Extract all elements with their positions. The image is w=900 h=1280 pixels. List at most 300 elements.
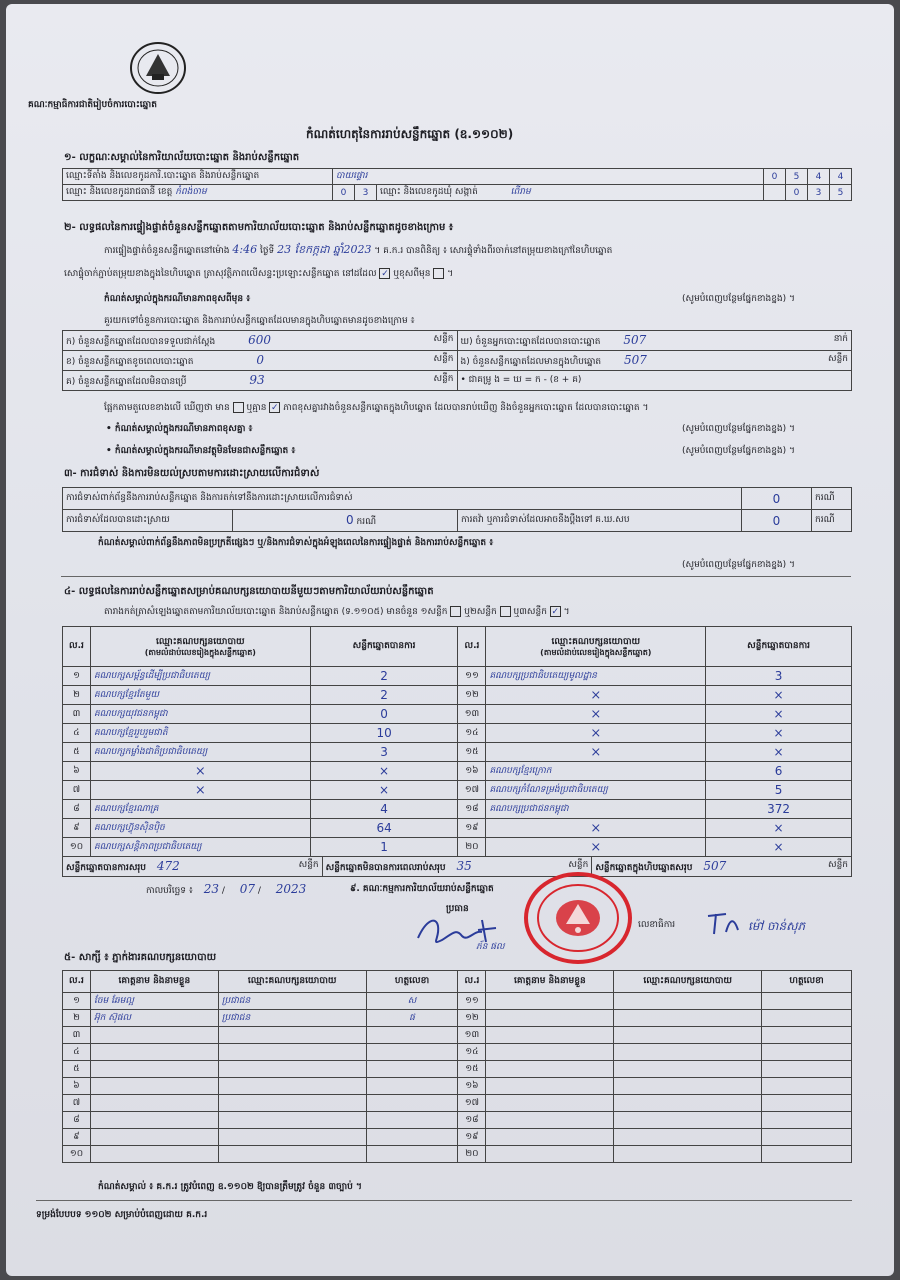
- row-no: ១០: [63, 1146, 91, 1163]
- vote-count: 0: [310, 705, 458, 724]
- formula-cell: [457, 371, 851, 391]
- counts-intro: គួរយកទៅចំនួនការបោះឆ្នោត និងការរាប់សន្លឹកឆ្នោតដែលមានក្នុងហិបឆ្នោតមានដូចខាងក្រោម ៖: [104, 316, 415, 326]
- count-label: ឃ) ចំនួនអ្នកបោះឆ្នោតដែលបានបោះឆ្នោត: [460, 336, 601, 347]
- witness-row: [63, 1095, 852, 1112]
- col-party-sub: (តាមលំដាប់លេខរៀងក្នុងសន្លឹកឆ្នោត): [540, 647, 652, 657]
- count-value: 507: [623, 332, 647, 347]
- witness-signature: [366, 1129, 458, 1146]
- vote-count: 10: [310, 724, 458, 743]
- witness-name: [486, 1112, 614, 1129]
- count-value: 507: [624, 352, 647, 367]
- section3-note: កំណត់សម្គាល់ពាក់ព័ន្ធនឹងភាពមិនប្រក្រតីផ្សេងៗ ឬ/និងការជំទាស់ក្នុងអំឡុងពេលនៃការផ្ទៀងផ្ទាត់ និងការរាប់សន្លឹកឆ្នោត ៖: [98, 538, 494, 548]
- code-digit: 4: [830, 169, 852, 185]
- witness-name: [90, 1129, 218, 1146]
- province-value: កំពង់ចាម: [175, 187, 207, 197]
- witness-party: [614, 1010, 762, 1027]
- vote-count: 6: [706, 762, 852, 781]
- col-no: ល.រ: [63, 627, 91, 667]
- witness-party: [218, 1027, 366, 1044]
- diff-desc: ភាពខុសគ្នារវាងចំនួនសន្លឹកឆ្នោតក្នុងហិបឆ្នោត ដែលបានរាប់ឃើញ និងចំនួនអ្នកបោះឆ្នោត ដែលបានបោះឆ្នោត ។: [283, 403, 649, 413]
- witness-name: [90, 1044, 218, 1061]
- row-no: ៦: [63, 1078, 91, 1095]
- witness-name: [486, 1095, 614, 1112]
- note-hint: (សូមបំពេញបន្ថែមផ្នែកខាងខ្នង) ។: [682, 560, 795, 570]
- row-no: ១៦: [458, 1078, 486, 1095]
- col-party: [90, 627, 310, 667]
- row-no: ១៨: [458, 1112, 486, 1129]
- section4-title: ៤- លទ្ធផលនៃការរាប់សន្លឹកឆ្នោតសម្រាប់គណបក្សនយោបាយនីមួយៗតាមការិយាល័យរាប់សន្លឹកឆ្នោត: [64, 586, 434, 597]
- official-seal: [522, 870, 634, 966]
- count-unit: សន្លឹក: [828, 353, 848, 364]
- section5-title: ៥- សាក្សី ៖ ភ្នាក់ងារគណបក្សនយោបាយ: [64, 952, 217, 963]
- witness-signature: [366, 1044, 458, 1061]
- row-no: ១១: [458, 993, 486, 1010]
- form-footer: ទម្រង់បែបបទ ១១០២ សម្រាប់បំពេញដោយ គ.ក.រ: [36, 1210, 208, 1220]
- totals-table: [62, 856, 852, 877]
- section1-title: ១- លក្ខណៈសម្គាល់នៃការិយាល័យបោះឆ្នោត និងរាប់សន្លឹកឆ្នោត: [64, 152, 300, 163]
- seal-diff-checkbox[interactable]: [433, 268, 444, 279]
- witness-party: [614, 1095, 762, 1112]
- row-no: ៣: [63, 705, 91, 724]
- committee-name: គណៈកម្មាធិការជាតិរៀបចំការបោះឆ្នោត: [28, 100, 157, 110]
- witness-party: [614, 1112, 762, 1129]
- note-hint: (សូមបំពេញបន្ថែមផ្នែកខាងខ្នង) ។: [682, 294, 795, 304]
- count-value: 93: [249, 372, 265, 387]
- witness-signature: ផ: [366, 1010, 458, 1027]
- row-no: ១: [63, 667, 91, 686]
- location-label: ឈ្មោះទីតាំង និងលេខកូដការិ.បោះឆ្នោត និងរាប់សន្លឹកឆ្នោត: [63, 169, 333, 185]
- commune-label: [377, 185, 764, 201]
- diff-yes-checkbox[interactable]: [233, 402, 244, 413]
- witness-party: [614, 1061, 762, 1078]
- col-sign: ហត្ថលេខា: [366, 971, 458, 993]
- objection-row: [63, 488, 742, 510]
- witness-party: [218, 1061, 366, 1078]
- count-row-e: [457, 351, 851, 371]
- row-no: ២០: [458, 1146, 486, 1163]
- witness-row: [63, 1112, 852, 1129]
- vote-count: ×: [706, 819, 852, 838]
- row-no: ១៤: [458, 724, 486, 743]
- witness-signature: [366, 1078, 458, 1095]
- result-row: [63, 819, 852, 838]
- diff-no-checkbox[interactable]: ✓: [271, 403, 279, 413]
- witness-party: [218, 1112, 366, 1129]
- result-row: [63, 724, 852, 743]
- diff-line: [104, 402, 648, 414]
- witness-party: [218, 1044, 366, 1061]
- row-no: ៩: [63, 1129, 91, 1146]
- vote-count: ×: [706, 743, 852, 762]
- row-no: ៣: [63, 1027, 91, 1044]
- row-no: ១៧: [458, 781, 486, 800]
- witness-row: [63, 1129, 852, 1146]
- result-row: [63, 686, 852, 705]
- total-valid-value: 472: [156, 858, 180, 873]
- sheet3-text: ឬ៣សន្លឹក: [513, 607, 547, 617]
- party-name: ×: [486, 838, 706, 857]
- result-row: [63, 705, 852, 724]
- witness-row: [63, 1027, 852, 1044]
- witness-signature: [762, 1044, 852, 1061]
- vote-count: 3: [706, 667, 852, 686]
- row-no: ១២: [458, 686, 486, 705]
- code-digit: 0: [764, 169, 786, 185]
- witness-name: [90, 1078, 218, 1095]
- form-title: កំណត់ហេតុនៃការរាប់សន្លឹកឆ្នោត (ឧ.១១០២): [306, 127, 514, 141]
- total-box-value: 507: [703, 858, 727, 873]
- count-unit: សន្លឹក: [433, 353, 454, 364]
- section1-table: [62, 168, 852, 201]
- blank-cell: [764, 185, 786, 201]
- commune-digit: 3: [808, 185, 830, 201]
- time-line: [104, 244, 612, 257]
- count-value: 600: [248, 332, 271, 347]
- unit: សន្លឹក: [828, 859, 848, 870]
- row-no: ១៥: [458, 1061, 486, 1078]
- vote-count: ×: [706, 724, 852, 743]
- vote-count: ×: [310, 781, 458, 800]
- note-change: កំណត់សម្គាល់ក្នុងករណីមានភាពខុសពីមុន ៖: [104, 294, 251, 304]
- witness-name: [486, 1010, 614, 1027]
- witness-name: [90, 1061, 218, 1078]
- witness-party: ប្រជាជន: [218, 1010, 366, 1027]
- col-name: គោត្តនាម និងនាមខ្លួន: [486, 971, 614, 993]
- party-name: គណបក្សកំណែទម្រង់ប្រជាធិបតេយ្យ: [486, 781, 706, 800]
- witness-signature: [762, 993, 852, 1010]
- row-no: ៨: [63, 800, 91, 819]
- witness-signature: [762, 1027, 852, 1044]
- party-name: ×: [486, 686, 706, 705]
- row-no: ៥: [63, 743, 91, 762]
- party-name: គណបក្សខ្មែរតែមួយ: [90, 686, 310, 705]
- resolved-label: ការជំទាស់ដែលបានដោះស្រាយ: [63, 510, 233, 532]
- party-name: គណបក្សហ៊្វុនស៊ិនប៉ិច: [90, 819, 310, 838]
- diff-no-text: ឬគ្មាន: [246, 403, 267, 413]
- resolved-cell: [233, 510, 458, 532]
- count-label: ង) ចំនួនសន្លឹកឆ្នោតដែលមានក្នុងហិបឆ្នោត: [460, 356, 602, 367]
- witness-party: [218, 1129, 366, 1146]
- count-unit: នាក់: [833, 333, 848, 344]
- witness-party: [218, 1078, 366, 1095]
- witness-name: [486, 1078, 614, 1095]
- row-no: ១១: [458, 667, 486, 686]
- witness-row: [63, 993, 852, 1010]
- appeal-value: 0: [742, 510, 812, 532]
- vote-count: 4: [310, 800, 458, 819]
- vote-count: 1: [310, 838, 458, 857]
- result-row: [63, 667, 852, 686]
- row-no: ៧: [63, 1095, 91, 1112]
- chair-label: ប្រធាន: [446, 904, 469, 914]
- results-header-row: [63, 627, 852, 667]
- result-row: [63, 838, 852, 857]
- row-no: ១២: [458, 1010, 486, 1027]
- witness-name: [90, 1027, 218, 1044]
- count-row-b: [63, 351, 458, 371]
- party-name: គណបក្សប្រជាធិបតេយ្យមូលដ្ឋាន: [486, 667, 706, 686]
- code-digit: 5: [786, 169, 808, 185]
- col-party-text: ឈ្មោះគណបក្សនយោបាយ: [156, 636, 245, 647]
- commune-value: ពើរាម: [510, 187, 531, 197]
- note-hint: (សូមបំពេញបន្ថែមផ្នែកខាងខ្នង) ។: [682, 446, 795, 456]
- vote-count: 3: [310, 743, 458, 762]
- party-name: គណបក្សសម្ព័ន្ធដើម្បីប្រជាធិបតេយ្យ: [90, 667, 310, 686]
- vote-count: ×: [706, 838, 852, 857]
- sheet-count-line: តារាងកត់ត្រាសំឡេងឆ្នោតតាមការិយាល័យបោះឆ្នោត និងរាប់សន្លឹកឆ្នោត (ទ.១១០៥) មានចំនួន ១សន្លឹក ឬ២សន្លឹក ឬ៣សន្លឹក ✓ ។: [104, 607, 570, 617]
- witness-signature: [762, 1061, 852, 1078]
- note-hint: (សូមបំពេញបន្ថែមផ្នែកខាងខ្នង) ។: [682, 424, 795, 434]
- secretary-name: ម៉ៅ ចាន់សុភ: [748, 919, 806, 933]
- section2-title: ២- លទ្ធផលនៃការផ្ទៀងផ្ទាត់ចំនួនសន្លឹកឆ្នោតតាមការិយាល័យបោះឆ្នោត និងរាប់សន្លឹកឆ្នោតដូចខាងក្រោម ៖: [64, 222, 454, 233]
- total-invalid-value: 35: [456, 858, 472, 873]
- witness-party: [614, 993, 762, 1010]
- total-invalid-label: សន្លឹកឆ្នោតមិនបានការពេលរាប់សរុប: [325, 862, 446, 873]
- sheet2-checkbox[interactable]: [500, 606, 511, 617]
- witness-signature: [366, 1112, 458, 1129]
- vote-count: 2: [310, 686, 458, 705]
- col-name: គោត្តនាម និងនាមខ្លួន: [90, 971, 218, 993]
- witness-name: អ៊ុក ស៊ុផល: [90, 1010, 218, 1027]
- total-box-label: សន្លឹកឆ្នោតក្នុងហិបឆ្នោតសរុប: [595, 862, 693, 873]
- form-page: [6, 4, 894, 1276]
- emblem-logo: [128, 40, 188, 96]
- witness-name: [486, 993, 614, 1010]
- time-value: 4:46: [232, 243, 258, 256]
- count-unit: សន្លឹក: [433, 373, 454, 384]
- witness-signature: [762, 1078, 852, 1095]
- row-no: ១៩: [458, 1129, 486, 1146]
- row-no: ៩: [63, 819, 91, 838]
- col-party: ឈ្មោះគណបក្សនយោបាយ: [614, 971, 762, 993]
- witness-table: [62, 970, 852, 1163]
- witness-signature: [762, 1129, 852, 1146]
- province-label: [63, 185, 333, 201]
- row-no: ២: [63, 1010, 91, 1027]
- resolved-value: 0: [346, 512, 354, 527]
- col-sign: ហត្ថលេខា: [762, 971, 852, 993]
- witness-signature: ស: [366, 993, 458, 1010]
- vote-count: ×: [310, 762, 458, 781]
- row-no: ១៩: [458, 819, 486, 838]
- witness-name: [486, 1146, 614, 1163]
- witness-party: [614, 1078, 762, 1095]
- witness-signature: [366, 1061, 458, 1078]
- note-diff: • កំណត់សម្គាល់ក្នុងករណីមានភាពខុសគ្នា ៖: [106, 424, 253, 434]
- date-line: កាលបរិច្ឆេទ ៖ 23 / 07 / 2023: [146, 882, 307, 896]
- witness-row: [63, 1061, 852, 1078]
- sheet3-checkbox[interactable]: ✓: [551, 607, 560, 617]
- party-name: គណបក្សខ្មែរណាគ្រ: [90, 800, 310, 819]
- witness-name: [486, 1044, 614, 1061]
- province-digit: 3: [355, 185, 377, 201]
- secretary-signature: [704, 908, 744, 938]
- result-row: [63, 800, 852, 819]
- count-row-d: [457, 331, 851, 351]
- committee-label: ៩. គណៈកម្មការការិយាល័យរាប់សន្លឹកឆ្នោត: [350, 884, 494, 894]
- row-no: ១៣: [458, 705, 486, 724]
- day-text: ថ្ងៃទី: [259, 246, 275, 256]
- count-row-a: [63, 331, 458, 351]
- witness-signature: [366, 1146, 458, 1163]
- witness-signature: [762, 1146, 852, 1163]
- row-no: ១៨: [458, 800, 486, 819]
- date-value: 23 ខែកក្កដា ឆ្នាំ2023: [277, 243, 372, 256]
- objection-unit: ករណី: [812, 488, 852, 510]
- seal-diff-text: ឬខុសពីមុន: [393, 269, 431, 279]
- party-name: គណបក្សកម្លាំងជាតិប្រជាធិបតេយ្យ: [90, 743, 310, 762]
- vote-count: 64: [310, 819, 458, 838]
- formula-text: • ជាគម្រូ ង = ឃ = ក - (ខ + គ): [460, 375, 582, 385]
- appeal-unit: ករណី: [812, 510, 852, 532]
- commune-label-text: ឈ្មោះ និងលេខកូដឃុំ សង្កាត់: [380, 187, 478, 197]
- col-party-text: ឈ្មោះគណបក្សនយោបាយ: [551, 636, 641, 647]
- divider: [61, 576, 851, 577]
- date-month: 07: [239, 882, 256, 896]
- time-text: ការផ្ទៀងផ្ទាត់ចំនួនសន្លឹកឆ្នោតនៅម៉ោង: [104, 246, 230, 256]
- witness-party: [218, 1095, 366, 1112]
- row-no: ១៥: [458, 743, 486, 762]
- date-label: កាលបរិច្ឆេទ ៖: [146, 886, 193, 896]
- sheet2-text: ឬ២សន្លឹក: [464, 607, 497, 617]
- col-party-sub: (តាមលំដាប់លេខរៀងក្នុងសន្លឹកឆ្នោត): [144, 647, 256, 657]
- party-name: គណបក្សសន្តិភាពប្រជាធិបតេយ្យ: [90, 838, 310, 857]
- location-value: បាយផ្ទោរ: [333, 169, 764, 185]
- witness-signature: [762, 1112, 852, 1129]
- row-no: ១០: [63, 838, 91, 857]
- witness-signature: [762, 1095, 852, 1112]
- seal-same-checkbox[interactable]: ✓: [381, 269, 389, 279]
- row-no: ១៧: [458, 1095, 486, 1112]
- sheet1-checkbox[interactable]: [450, 606, 461, 617]
- row-no: ១៦: [458, 762, 486, 781]
- seal-line: សោផ្ទុំចាក់ភ្ជាប់តម្រុយខាងក្នុងនៃហិបឆ្នោត ត្រាសុវត្ថិភាពលើសន្ទះប្រឡោះសន្លឹកឆ្នោត នៅដដែល ✓ ឬខុសពីមុន ។: [64, 269, 454, 279]
- witness-signature: [762, 1010, 852, 1027]
- unit: សន្លឹក: [298, 859, 319, 870]
- total-valid-label: សន្លឹកឆ្នោតបានការសរុប: [66, 862, 146, 873]
- witness-party: [614, 1129, 762, 1146]
- total-valid-cell: [63, 857, 323, 877]
- row-no: ៧: [63, 781, 91, 800]
- witness-signature: [366, 1095, 458, 1112]
- witness-party: [218, 1146, 366, 1163]
- party-name: គណបក្សយុវជនកម្ពុជា: [90, 705, 310, 724]
- witness-party: ប្រជាជន: [218, 993, 366, 1010]
- vote-count: 2: [310, 667, 458, 686]
- province-digit: 0: [333, 185, 355, 201]
- row-no: ៤: [63, 1044, 91, 1061]
- count-row-c: [63, 371, 458, 391]
- party-name: ×: [90, 762, 310, 781]
- witness-party: [614, 1044, 762, 1061]
- party-name: ×: [486, 724, 706, 743]
- date-year: 2023: [275, 882, 307, 896]
- witness-party: [614, 1027, 762, 1044]
- witness-name: [90, 1146, 218, 1163]
- witness-name: [486, 1061, 614, 1078]
- party-name: គណបក្សខ្មែរក្រោក: [486, 762, 706, 781]
- count-label: គ) ចំនួនសន្លឹកឆ្នោតដែលមិនបានប្រើ: [66, 376, 187, 387]
- note-ballot: • កំណត់សម្គាល់ក្នុងករណីមានវត្ថុមិនមែនជាសន្លឹកឆ្នោត ៖: [106, 446, 296, 456]
- section3-title: ៣- ការជំទាស់ និងការមិនយល់ស្របតាមការដោះស្រាយលើការជំទាស់: [64, 468, 320, 479]
- vote-count: ×: [706, 705, 852, 724]
- witness-header-row: [63, 971, 852, 993]
- vote-count: ×: [706, 686, 852, 705]
- col-no: ល.រ: [458, 971, 486, 993]
- witness-party: [614, 1146, 762, 1163]
- col-votes: សន្លឹកឆ្នោតបានការ: [310, 627, 458, 667]
- count-unit: សន្លឹក: [433, 333, 454, 344]
- witness-row: [63, 1146, 852, 1163]
- party-name: ×: [486, 819, 706, 838]
- objection-label: ការជំទាស់ពាក់ព័ន្ធនឹងការរាប់សន្លឹកឆ្នោត និងការតក់ទៅនឹងការដោះស្រាយលើការជំទាស់: [66, 493, 353, 503]
- count-value: 0: [256, 352, 264, 367]
- commune-digit: 0: [786, 185, 808, 201]
- check-text: ។ គ.ក.រ បានពិនិត្យ ៖ សោរផ្ទុំទាំងពីរចាក់នៅតម្រុយខាងក្រៅនៃហិបឆ្នោត: [374, 246, 613, 256]
- province-label-text: ឈ្មោះ និងលេខកូដរាជធានី ខេត្ត: [66, 187, 173, 197]
- col-no: ល.រ: [63, 971, 91, 993]
- divider: [36, 1200, 852, 1201]
- witness-name: [486, 1129, 614, 1146]
- chair-name: ភ័ន ផល: [476, 942, 505, 952]
- col-no: ល.រ: [458, 627, 486, 667]
- witness-name: [486, 1027, 614, 1044]
- count-label: ខ) ចំនួនសន្លឹកឆ្នោតខូចពេលបោះឆ្នោត: [66, 356, 194, 367]
- row-no: ១៣: [458, 1027, 486, 1044]
- witness-name: [90, 1112, 218, 1129]
- row-no: ១៤: [458, 1044, 486, 1061]
- row-no: ៥: [63, 1061, 91, 1078]
- witness-row: [63, 1078, 852, 1095]
- result-row: [63, 781, 852, 800]
- col-votes: សន្លឹកឆ្នោតបានការ: [706, 627, 852, 667]
- appeal-label: ការតវ៉ា ឬការជំទាស់ដែលអាចនឹងប្តឹងទៅ គ.ឃ.សប: [458, 510, 742, 532]
- row-no: ៤: [63, 724, 91, 743]
- party-name: គណបក្សខ្មែររួបរួមជាតិ: [90, 724, 310, 743]
- party-name: គណបក្សប្រជាជនកម្ពុជា: [486, 800, 706, 819]
- row-no: ២០: [458, 838, 486, 857]
- row-no: ១: [63, 993, 91, 1010]
- commune-digit: 5: [830, 185, 852, 201]
- diff-text: ផ្អែកតាមតួលេខខាងលើ ឃើញថា មាន: [104, 403, 230, 413]
- counts-table: [62, 330, 852, 391]
- col-party: [486, 627, 706, 667]
- col-party: ឈ្មោះគណបក្សនយោបាយ: [218, 971, 366, 993]
- witness-name: [90, 1095, 218, 1112]
- seal-text: សោផ្ទុំចាក់ភ្ជាប់តម្រុយខាងក្នុងនៃហិបឆ្នោត ត្រាសុវត្ថិភាពលើសន្ទះប្រឡោះសន្លឹកឆ្នោត នៅដដែល: [64, 269, 377, 279]
- result-row: [63, 762, 852, 781]
- party-name: ×: [486, 743, 706, 762]
- vote-count: 372: [706, 800, 852, 819]
- count-label: ក) ចំនួនសន្លឹកឆ្នោតដែលបានទទួលជាក់ស្តែង: [66, 336, 216, 347]
- witness-name: ចែម ឆែមល្អ: [90, 993, 218, 1010]
- party-name: ×: [486, 705, 706, 724]
- party-name: ×: [90, 781, 310, 800]
- footnote: កំណត់សម្គាល់ ៖ គ.ក.រ ត្រូវបំពេញ ឧ.១១០២ ឱ្យបានត្រឹមត្រូវ ចំនួន ៣ច្បាប់ ។: [98, 1182, 362, 1192]
- date-day: 23: [203, 882, 219, 896]
- resolved-unit: ករណី: [356, 516, 377, 527]
- row-no: ៦: [63, 762, 91, 781]
- code-digit: 4: [808, 169, 830, 185]
- results-table: [62, 626, 852, 857]
- row-no: ២: [63, 686, 91, 705]
- objection-table: [62, 487, 852, 532]
- row-no: ៨: [63, 1112, 91, 1129]
- witness-row: [63, 1044, 852, 1061]
- unit: សន្លឹក: [568, 859, 589, 870]
- result-row: [63, 743, 852, 762]
- objection-value: 0: [742, 488, 812, 510]
